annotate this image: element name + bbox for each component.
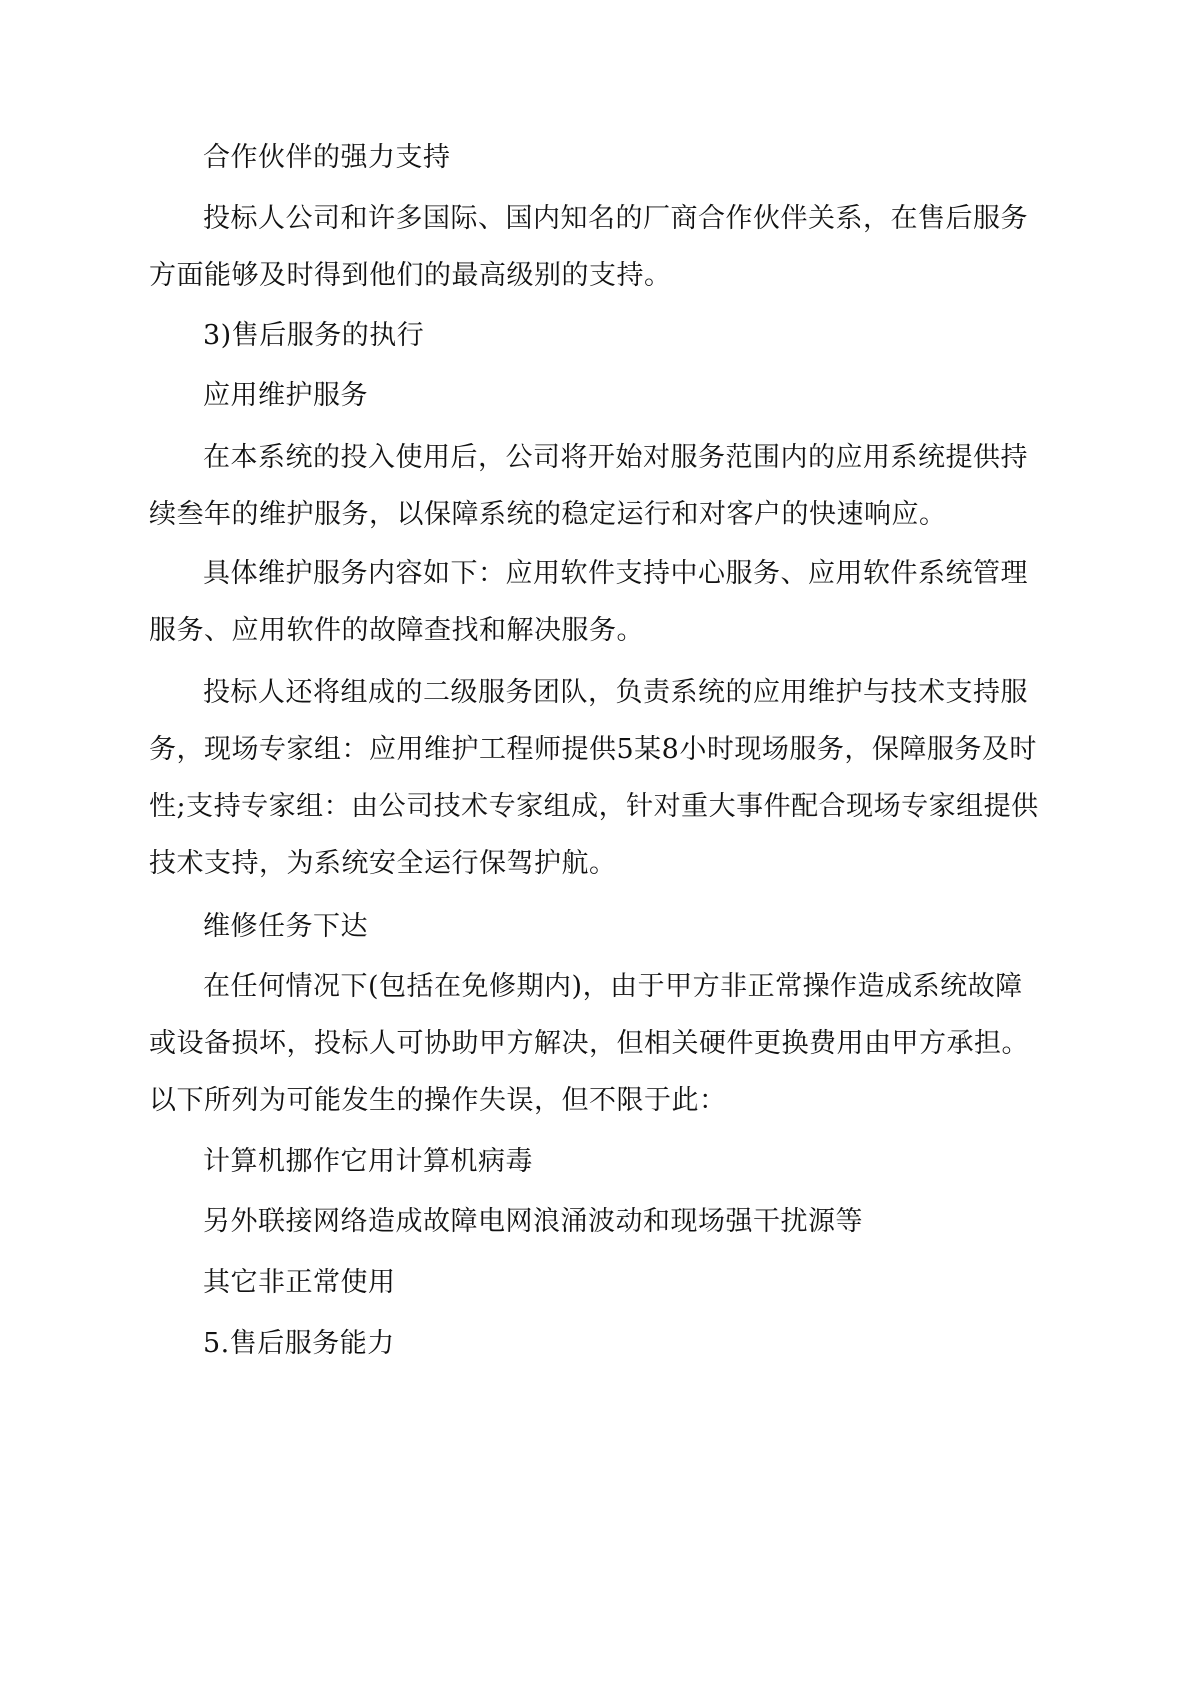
paragraph-service-team: 投标人还将组成的二级服务团队，负责系统的应用维护与技术支持服务，现场专家组：应用维护工程师提供5某8小时现场服务，保障服务及时性;支持专家组：由公司技术专家组成，针对重大事件配合现场专家组提供技术支持，为系统安全运行保驾护航。 (149, 677, 1039, 879)
paragraph-app-maintenance-heading: 应用维护服务 (203, 380, 368, 411)
paragraph-network-faults: 另外联接网络造成故障电网浪涌波动和现场强干扰源等 (203, 1206, 863, 1237)
paragraph-maintenance-content: 具体维护服务内容如下：应用软件支持中心服务、应用软件系统管理服务、应用软件的故障查找和解决服务。 (149, 558, 1028, 646)
paragraph-repair-task-heading: 维修任务下达 (203, 911, 368, 942)
paragraph-partner-support-heading: 合作伙伴的强力支持 (203, 142, 451, 173)
paragraph-other-misuse: 其它非正常使用 (203, 1267, 396, 1298)
paragraph-after-sales-capability-heading: 5.售后服务能力 (203, 1328, 395, 1359)
paragraph-computer-misuse: 计算机挪作它用计算机病毒 (203, 1146, 533, 1177)
paragraph-app-maintenance-service: 在本系统的投入使用后，公司将开始对服务范围内的应用系统提供持续叁年的维护服务，以保障系统的稳定运行和对客户的快速响应。 (149, 442, 1028, 530)
paragraph-partner-support: 投标人公司和许多国际、国内知名的厂商合作伙伴关系，在售后服务方面能够及时得到他们的最高级别的支持。 (149, 203, 1028, 291)
paragraph-after-sales-execution-heading: 3)售后服务的执行 (203, 320, 425, 351)
paragraph-abnormal-operation: 在任何情况下(包括在免修期内)，由于甲方非正常操作造成系统故障或设备损坏，投标人可协助甲方解决，但相关硬件更换费用由甲方承担。以下所列为可能发生的操作失误，但不限于此： (149, 971, 1029, 1116)
